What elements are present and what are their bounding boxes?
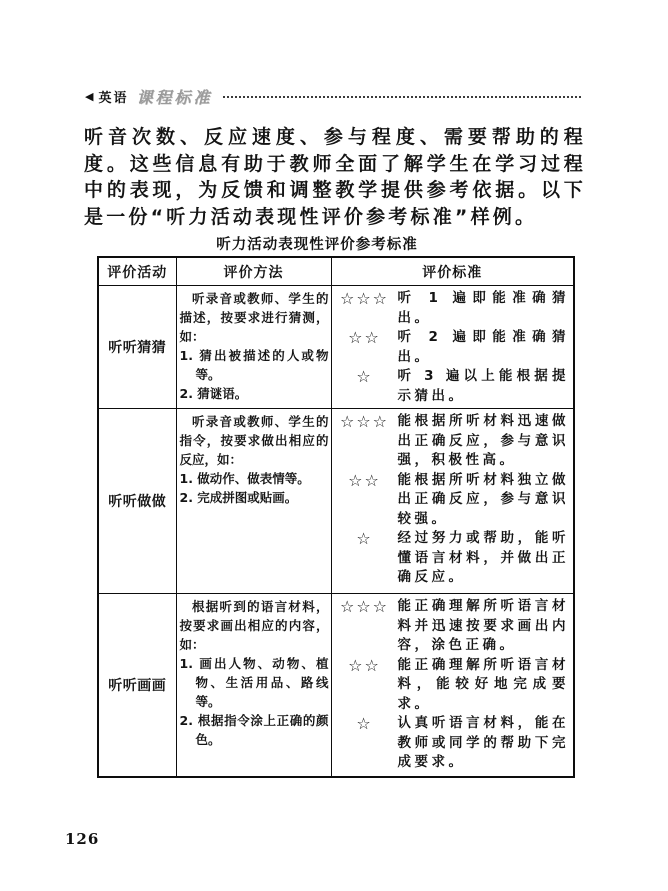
header-dotted-rule: [223, 96, 582, 98]
standard-entry: [332, 597, 572, 656]
standard-cell: [331, 594, 574, 778]
running-head: [85, 86, 581, 106]
intro-paragraph: 听音次数、反应速度、参与程度、需要帮助的程度。这些信息有助于教师全面了解学生在学习过程中的表现，为反馈和调整教学提供参考依据。以下是一份“听力活动表现性评价参考标准”样例。: [84, 126, 586, 228]
standard-text: 能根据所听材料迅速做出正确反应，参与意识强，积极性高。: [397, 413, 569, 468]
method-item: 2. 根据指令涂上正确的颜色。: [179, 713, 329, 747]
standard-entry: [332, 412, 572, 471]
standard-text: 能正确理解所听语言材料并迅速按要求画出内容，涂色正确。: [397, 598, 569, 653]
one-star-rating-icon: ☆: [356, 714, 373, 733]
standard-entry: [332, 367, 572, 406]
three-star-rating-icon: ☆☆☆: [339, 289, 390, 308]
two-star-rating-icon: ☆☆: [348, 470, 381, 490]
left-triangle-icon: ◀: [85, 89, 94, 103]
standard-text: 听 1 遍即能准确猜出。: [397, 290, 569, 326]
method-intro: 根据听到的语言材料，按要求画出相应的内容，如：: [179, 599, 329, 652]
three-star-rating-icon: ☆☆☆: [339, 412, 390, 431]
standard-text: 认真听语言材料，能在教师或同学的帮助下完成要求。: [397, 715, 569, 770]
standard-text: 能正确理解所听语言材料，能较好地完成要求。: [397, 656, 569, 712]
two-star-rating-icon: ☆☆: [348, 655, 381, 675]
standard-entry: [332, 529, 572, 588]
method-cell: [176, 594, 331, 778]
standard-cell: [331, 409, 574, 594]
table-header-row: [98, 257, 574, 286]
standard-text: 能根据所听材料独立做出正确反应，参与意识较强。: [397, 471, 569, 527]
method-intro: 听录音或教师、学生的指令，按要求做出相应的反应，如：: [179, 414, 329, 467]
evaluation-table: [97, 256, 575, 778]
method-item: 2. 完成拼图或贴画。: [179, 490, 298, 505]
method-item: 1. 画出人物、动物、植物、生活用品、路线等。: [179, 656, 329, 709]
standard-entry: [332, 656, 572, 715]
method-item: 2. 猜谜语。: [179, 386, 248, 401]
standard-entry: [332, 471, 572, 530]
activity-cell: 听听做做: [98, 409, 176, 594]
column-header-standard: 评价标准: [331, 257, 574, 286]
header-subject: 英语: [98, 90, 129, 106]
two-star-rating-icon: ☆☆: [348, 328, 381, 347]
one-star-rating-icon: ☆: [356, 529, 373, 548]
method-intro: 听录音或教师、学生的描述，按要求进行猜测，如：: [179, 291, 329, 344]
one-star-rating-icon: ☆: [356, 367, 373, 386]
table-row-listen-guess: [98, 286, 574, 409]
method-item: 1. 猜出被描述的人或物等。: [179, 348, 329, 382]
standard-text: 听 3 遍以上能根据提示猜出。: [397, 368, 569, 404]
standard-text: 听 2 遍即能准确猜出。: [397, 329, 569, 365]
table-row-listen-draw: [98, 594, 574, 778]
table-title: 听力活动表现性评价参考标准: [216, 237, 418, 253]
standard-entry: [332, 328, 572, 367]
column-header-method: 评价方法: [176, 257, 331, 286]
three-star-rating-icon: ☆☆☆: [339, 597, 390, 616]
column-header-activity: 评价活动: [98, 257, 176, 286]
method-cell: [176, 409, 331, 594]
activity-cell: 听听猜猜: [98, 286, 176, 409]
table-row-listen-do: [98, 409, 574, 594]
standard-entry: [332, 714, 572, 773]
standard-entry: [332, 289, 572, 328]
method-item: 1. 做动作、做表情等。: [179, 471, 310, 486]
activity-cell: 听听画画: [98, 594, 176, 778]
method-cell: [176, 286, 331, 409]
header-series-title: 课程标准: [136, 87, 213, 107]
standard-cell: [331, 286, 574, 409]
page-number: 126: [65, 830, 100, 848]
standard-text: 经过努力或帮助，能听懂语言材料，并做出正确反应。: [397, 530, 569, 585]
